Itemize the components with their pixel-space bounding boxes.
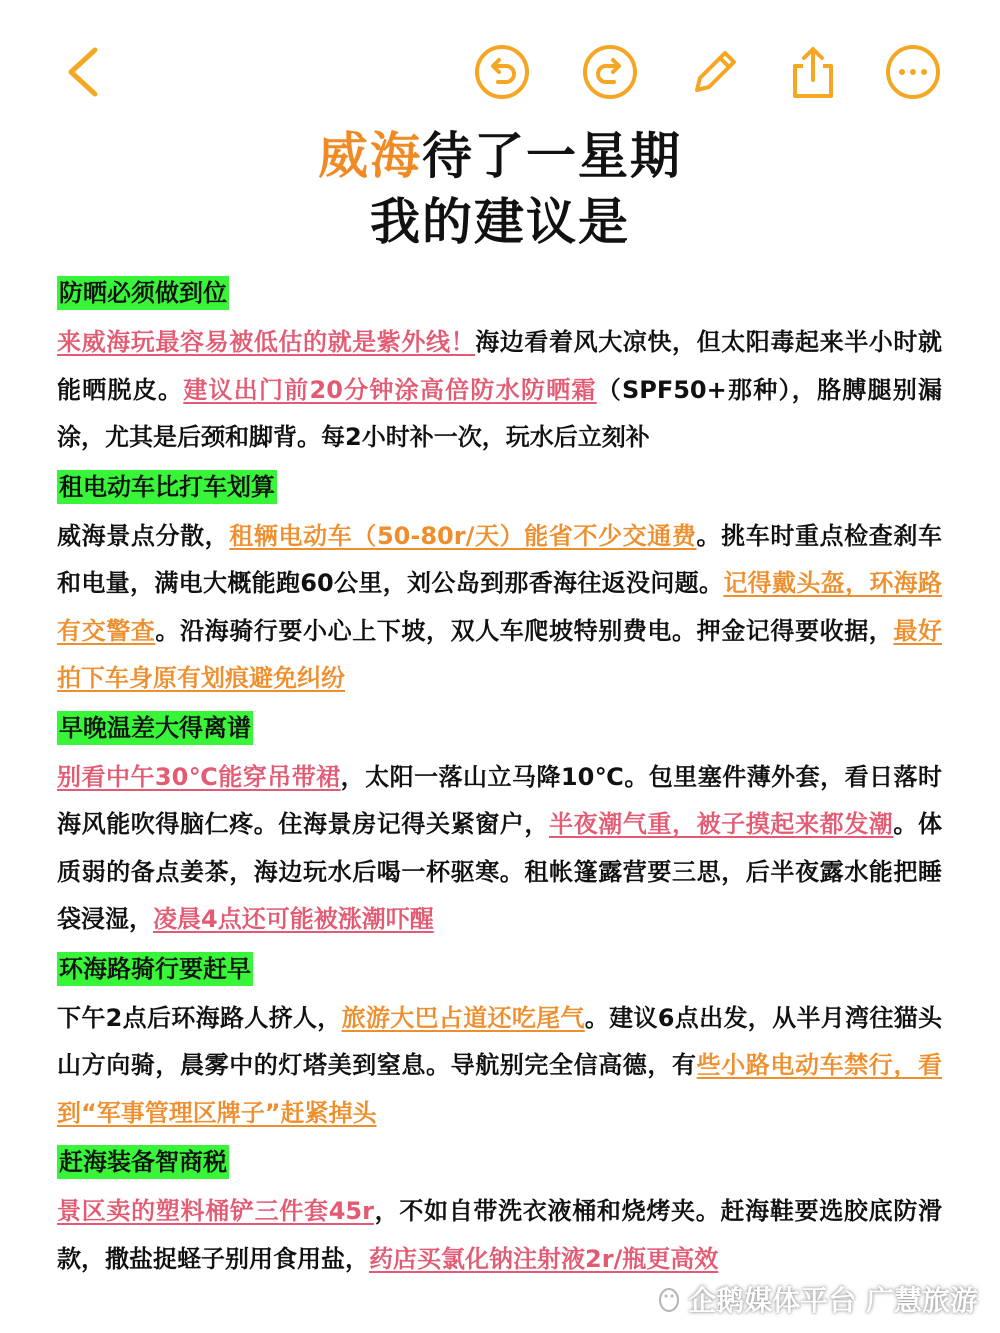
- article-content: [57, 276, 942, 1291]
- back-button[interactable]: [55, 42, 115, 102]
- body-text: 海边看着风大凉快，但太阳毒起来半小时就能晒脱皮。: [57, 328, 943, 404]
- pencil-icon: [685, 42, 745, 102]
- highlight-text: 景区卖的塑料桶铲三件套45r: [57, 1197, 374, 1225]
- title-line-1: [0, 126, 1000, 186]
- highlight-text: 旅游大巴占道还吃尾气: [341, 1003, 585, 1032]
- undo-icon: [472, 42, 532, 102]
- title-line-2: 我的建议是: [370, 193, 630, 251]
- highlight-text: 别看中午30℃能穿吊带裙: [57, 762, 341, 791]
- redo-icon: [580, 42, 640, 102]
- edit-button[interactable]: [685, 42, 745, 102]
- more-button[interactable]: [883, 42, 943, 102]
- watermark: [656, 1279, 978, 1319]
- undo-button[interactable]: [472, 42, 532, 102]
- more-icon: [883, 42, 943, 102]
- highlight-text: 建议出门前20分钟涂高倍防水防晒霜: [183, 375, 597, 404]
- body-text: 。体质弱的备点姜茶，海边玩水后喝一杯驱寒。租帐篷露营要三思，后半夜露水能把睡袋浸湿，: [57, 810, 943, 933]
- back-icon: [55, 42, 115, 102]
- title-highlight: 威海: [318, 127, 422, 185]
- penguin-logo-icon: [656, 1286, 682, 1312]
- highlight-text: 记得戴头盔，环海路有交警查: [57, 569, 942, 645]
- share-icon: [783, 42, 843, 102]
- section-heading: 早晚温差大得离谱: [57, 711, 253, 745]
- highlight-text: 最好拍下车身原有划痕避免纠纷: [57, 616, 943, 692]
- section-paragraph: [57, 995, 942, 1138]
- body-text: ，太阳一落山立马降10℃。包里塞件薄外套，看日落时海风能吹得脑仁疼。住海景房记得关紧窗户，: [57, 762, 942, 838]
- watermark-text: 企鹅媒体平台 广慧旅游: [688, 1284, 978, 1317]
- body-text: 。沿海骑行要小心上下坡，双人车爬坡特别费电。押金记得要收据，: [155, 616, 894, 645]
- redo-button[interactable]: [580, 42, 640, 102]
- highlight-text: 半夜潮气重，被子摸起来都发潮: [549, 810, 894, 838]
- section-heading: 防晒必须做到位: [57, 276, 229, 310]
- share-button[interactable]: [783, 42, 843, 102]
- highlight-text: 些小路电动车禁行，看到“军事管理区牌子”赶紧掉头: [57, 1051, 943, 1127]
- body-text: 下午2点后环海路人挤人，: [57, 1003, 342, 1032]
- title-line-1-rest: 待了一星期: [422, 127, 682, 185]
- section-paragraph: [57, 319, 942, 462]
- section-heading: 租电动车比打车划算: [57, 470, 277, 504]
- section-heading: 赶海装备智商税: [57, 1145, 229, 1179]
- highlight-text: 药店买氯化钠注射液2r/瓶更高效: [369, 1244, 719, 1273]
- body-text: 。建议6点出发，从半月湾往猫头山方向骑，晨雾中的灯塔美到窒息。导航别完全信高德，有: [57, 1003, 943, 1079]
- toolbar: [0, 0, 1000, 140]
- section-paragraph: [57, 513, 942, 703]
- highlight-text: 来威海玩最容易被低估的就是紫外线！: [57, 328, 476, 356]
- body-text: （SPF50+那种），胳膊腿别漏涂，尤其是后颈和脚背。每2小时补一次，玩水后立刻补: [57, 375, 942, 451]
- section-heading: 环海路骑行要赶早: [57, 952, 253, 986]
- highlight-text: 凌晨4点还可能被涨潮吓醒: [153, 905, 434, 933]
- section-paragraph: [57, 754, 942, 944]
- body-text: 。挑车时重点检查刹车和电量，满电大概能跑60公里，刘公岛到那香海往返没问题。: [57, 521, 943, 597]
- body-text: ，不如自带洗衣液桶和烧烤夹。赶海鞋要选胶底防滑款，撒盐捉蛏子别用食用盐，: [57, 1197, 943, 1273]
- section-paragraph: [57, 1188, 942, 1283]
- body-text: 威海景点分散，: [57, 521, 230, 550]
- highlight-text: 租辆电动车（50-80r/天）能省不少交通费: [229, 521, 697, 550]
